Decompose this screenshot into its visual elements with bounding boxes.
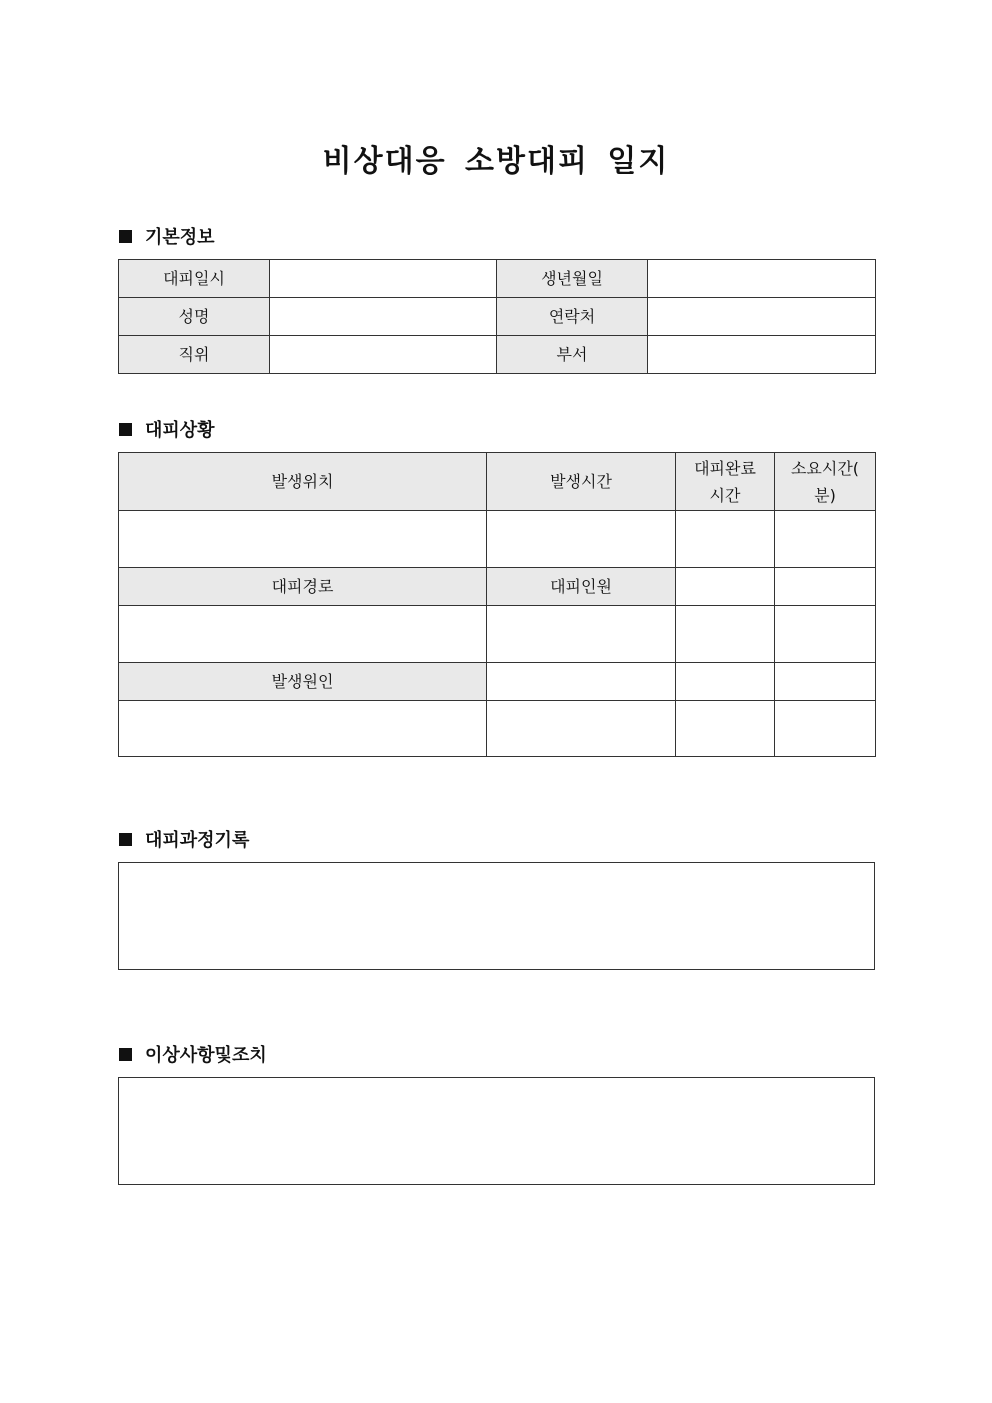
contact-field[interactable] — [648, 298, 876, 336]
section-heading-anomaly-label: 이상사항및조치 — [145, 1045, 267, 1066]
cause-label: 발생원인 — [119, 663, 487, 701]
name-field[interactable] — [270, 298, 497, 336]
empty-cell[interactable] — [775, 701, 876, 757]
route-field[interactable] — [119, 606, 487, 663]
empty-cell[interactable] — [676, 663, 775, 701]
duration-label-line1: 소요시간( — [790, 458, 860, 478]
page-title: 비상대응 소방대피 일지 — [322, 144, 670, 179]
contact-label: 연락처 — [497, 298, 648, 336]
evac-datetime-field[interactable] — [270, 260, 497, 298]
birthdate-field[interactable] — [648, 260, 876, 298]
square-bullet-icon — [119, 423, 132, 436]
empty-cell[interactable] — [775, 568, 876, 606]
section-heading-anomaly — [119, 1041, 267, 1067]
route-label: 대피경로 — [119, 568, 487, 606]
square-bullet-icon — [119, 230, 132, 243]
empty-cell[interactable] — [775, 663, 876, 701]
duration-label — [775, 453, 876, 511]
duration-field[interactable] — [775, 511, 876, 568]
section-heading-process — [119, 826, 249, 852]
complete-time-field[interactable] — [676, 511, 775, 568]
duration-label-line2: 분) — [814, 485, 836, 505]
location-field[interactable] — [119, 511, 487, 568]
empty-cell[interactable] — [487, 663, 676, 701]
section-heading-basic-label: 기본정보 — [145, 227, 215, 248]
department-label: 부서 — [497, 336, 648, 374]
empty-cell[interactable] — [487, 701, 676, 757]
section-heading-process-label: 대피과정기록 — [145, 830, 250, 851]
square-bullet-icon — [119, 833, 132, 846]
empty-cell[interactable] — [676, 568, 775, 606]
complete-time-label-line2: 시간 — [709, 485, 741, 505]
position-label: 직위 — [119, 336, 270, 374]
cause-field[interactable] — [119, 701, 487, 757]
department-field[interactable] — [648, 336, 876, 374]
basic-info-table — [118, 259, 876, 374]
square-bullet-icon — [119, 1048, 132, 1061]
situation-table — [118, 452, 876, 757]
location-label: 발생위치 — [119, 453, 487, 511]
time-label: 발생시간 — [487, 453, 676, 511]
section-heading-situation — [119, 416, 215, 442]
position-field[interactable] — [270, 336, 497, 374]
empty-cell[interactable] — [775, 606, 876, 663]
personnel-field[interactable] — [487, 606, 676, 663]
empty-cell[interactable] — [676, 701, 775, 757]
birthdate-label: 생년월일 — [497, 260, 648, 298]
complete-time-label — [676, 453, 775, 511]
process-record-box[interactable] — [118, 862, 875, 970]
name-label: 성명 — [119, 298, 270, 336]
anomaly-record-box[interactable] — [118, 1077, 875, 1185]
personnel-label: 대피인원 — [487, 568, 676, 606]
empty-cell[interactable] — [676, 606, 775, 663]
complete-time-label-line1: 대피완료 — [694, 458, 756, 478]
time-field[interactable] — [487, 511, 676, 568]
section-heading-basic — [119, 223, 215, 249]
section-heading-situation-label: 대피상황 — [145, 420, 215, 441]
evac-datetime-label: 대피일시 — [119, 260, 270, 298]
